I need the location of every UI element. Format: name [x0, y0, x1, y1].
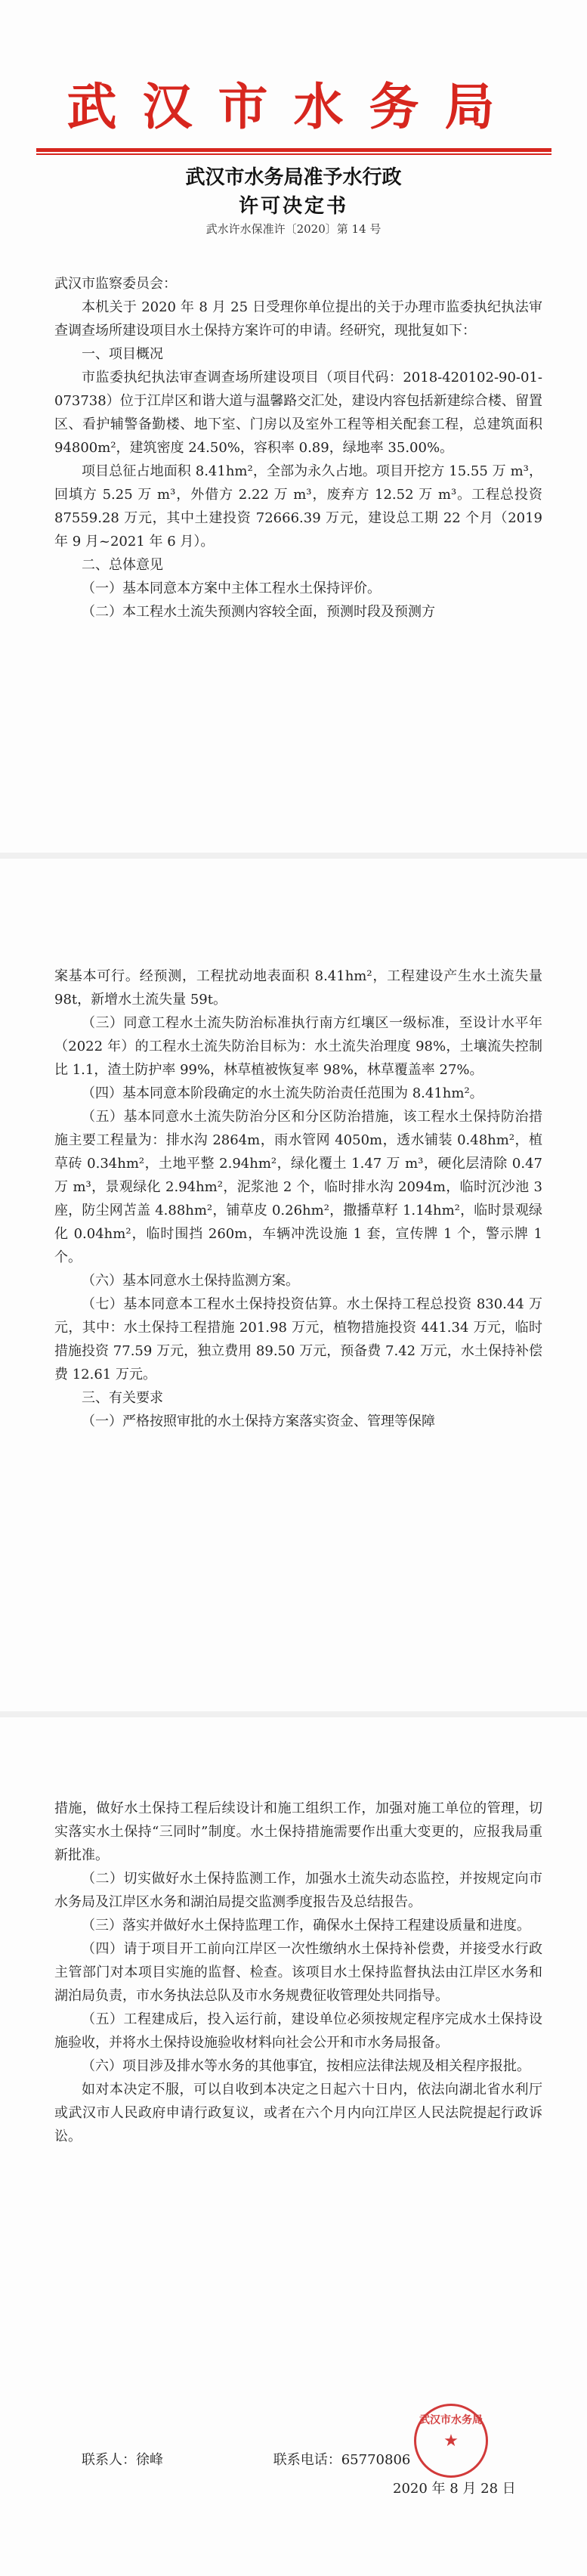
masthead: 武汉市水务局: [66, 77, 521, 136]
page-separator: [0, 853, 587, 859]
paragraph: 市监委执纪执法审查调查场所建设项目（项目代码：2018-420102-90-01-073738）位于江岸区和谐大道与温馨路交汇处，建设内容包括新建综合楼、留置区、看护辅警备勤楼、地下室、门房以及室外工程等相关配套工程，总建筑面积 94800m²，建筑密度 24.50%，容积率 0.89，绿地率 35.00%。: [54, 370, 542, 456]
paragraph: （三）同意工程水土流失防治标准执行南方红壤区一级标准，至设计水平年（2022 年）的工程水土流失防治目标为：水土流失治理度 98%，土壤流失控制比 1.1，渣土防护率 99%，林草植被恢复率 98%，林草覆盖率 27%。: [54, 1015, 542, 1078]
contact-phone: 联系电话：65770806: [273, 2452, 411, 2468]
red-divider-line-thin: [36, 153, 551, 155]
paragraph: （一）严格按照审批的水土保持方案落实资金、管理等保障: [82, 1413, 435, 1429]
paragraph: （五）工程建成后，投入运行前，建设单位必须按规定程序完成水土保持设施验收，并将水土保持设施验收材料向社会公开和市水务局报备。: [54, 2011, 542, 2051]
paragraph: （五）基本同意水土流失防治分区和分区防治措施，该工程水土保持防治措施主要工程量为：排水沟 2864m，雨水管网 4050m，透水铺装 0.48hm²，植草砖 0.34hm²，土地平整 2.94hm²，绿化覆土 1.47 万 m³，硬化层清除 0.47 万 m³，景观绿化 2.94hm²，泥浆池 2 个，临时排水沟 2094m，临时沉沙池 3 座，防尘网苫盖 4.88hm²，铺草皮 0.26hm²，撒播草籽 1.14hm²，临时景观绿化 0.04hm²，临时围挡 260m，车辆冲洗设施 1 套，宣传牌 1 个，警示牌 1 个。: [54, 1109, 542, 1265]
paragraph: （六）项目涉及排水等水务的其他事宜，按相应法律法规及相关程序报批。: [82, 2058, 530, 2074]
page-1-body: [54, 272, 542, 624]
page-2-body: [54, 964, 542, 1433]
paragraph: （四）基本同意本阶段确定的水土流失防治责任范围为 8.41hm²。: [82, 1085, 484, 1101]
paragraph: （四）请于项目开工前向江岸区一次性缴纳水土保持补偿费，并接受水行政主管部门对本项目实施的监督、检查。该项目水土保持监督执法由江岸区水务和湖泊局负责，市水务执法总队及市水务规费征收管理处共同指导。: [54, 1941, 542, 2004]
document-title-line-1: 武汉市水务局准予水行政: [185, 166, 402, 189]
paragraph: （二）本工程水土流失预测内容较全面，预测时段及预测方: [82, 604, 435, 620]
issue-date: 2020 年 8 月 28 日: [393, 2481, 516, 2497]
document-page-1: [0, 0, 587, 853]
paragraph: 项目总征占地面积 8.41hm²，全部为永久占地。项目开挖方 15.55 万 m³，回填方 5.25 万 m³，外借方 2.22 万 m³，废弃方 12.52 万 m³。工程总投资 87559.28 万元，其中土建投资 72666.39 万元，建设总工期 22 个月（2019 年 9 月~2021 年 6 月）。: [54, 463, 542, 550]
section-heading: 二、总体意见: [82, 557, 163, 573]
contact-person: 联系人：徐峰: [82, 2452, 163, 2468]
paragraph: 案基本可行。经预测，工程扰动地表面积 8.41hm²，工程建设产生水土流失量 98t，新增水土流失量 59t。: [54, 968, 542, 1008]
section-heading: 三、有关要求: [82, 1390, 163, 1406]
paragraph: （七）基本同意本工程水土保持投资估算。水土保持工程总投资 830.44 万元，其中：水土保持工程措施 201.98 万元，植物措施投资 441.34 万元，临时措施投资 77.59 万元，独立费用 89.50 万元，预备费 7.42 万元，水土保持补偿费 12.61 万元。: [54, 1296, 542, 1382]
page-3-body: [54, 1797, 542, 2148]
seal-star-icon: ★: [443, 2432, 459, 2451]
document-number: 武水许水保准许〔2020〕第 14 号: [205, 222, 382, 236]
addressee: 武汉市监察委员会：: [54, 276, 177, 292]
seal-text: 武汉市水务局: [419, 2414, 483, 2426]
document-page-2: [0, 859, 587, 1711]
document-page-3: [0, 1717, 587, 2576]
official-seal: [414, 2404, 488, 2478]
red-divider-line: [36, 148, 551, 152]
paragraph: （二）切实做好水土保持监测工作，加强水土流失动态监控，并按规定向市水务局及江岸区水务和湖泊局提交监测季度报告及总结报告。: [54, 1871, 542, 1910]
paragraph: （三）落实并做好水土保持监理工作，确保水土保持工程建设质量和进度。: [82, 1918, 530, 1934]
paragraph: 如对本决定不服，可以自收到本决定之日起六十日内，依法向湖北省水利厅或武汉市人民政府申请行政复议，或者在六个月内向江岸区人民法院提起行政诉讼。: [54, 2082, 542, 2144]
paragraph: 本机关于 2020 年 8 月 25 日受理你单位提出的关于办理市监委执纪执法审查调查场所建设项目水土保持方案许可的申请。经研究，现批复如下：: [54, 299, 542, 339]
paragraph: （六）基本同意水土保持监测方案。: [82, 1273, 299, 1289]
paragraph: 措施，做好水土保持工程后续设计和施工组织工作，加强对施工单位的管理，切实落实水土保持“三同时”制度。水土保持措施需要作出重大变更的，应报我局重新批准。: [54, 1800, 542, 1863]
document-title-line-2: 许可决定书: [238, 195, 348, 218]
page-separator: [0, 1711, 587, 1717]
section-heading: 一、项目概况: [82, 346, 163, 362]
paragraph: （一）基本同意本方案中主体工程水土保持评价。: [82, 581, 381, 596]
